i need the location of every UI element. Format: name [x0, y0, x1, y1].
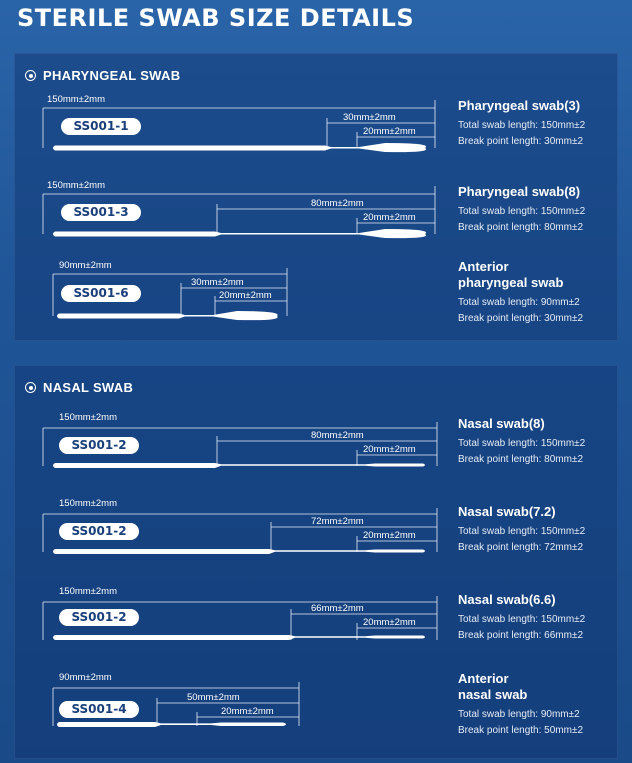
break-length-label: 66mm±2mm: [311, 603, 364, 614]
total-length-text: Total swab length: 90mm±2: [458, 709, 580, 720]
total-length-text: Total swab length: 150mm±2: [458, 120, 586, 131]
tip-length-label: 20mm±2mm: [221, 706, 274, 717]
swab-info: [458, 592, 585, 644]
swab-info: [458, 671, 583, 739]
total-length-label: 150mm±2mm: [59, 586, 118, 597]
swab-name: Nasal swab(7.2): [458, 504, 556, 519]
break-length-label: 30mm±2mm: [191, 277, 244, 288]
model-code-badge: SS001-2: [59, 523, 139, 540]
pharyngeal-panel: [14, 53, 618, 341]
tip-length-label: 20mm±2mm: [363, 617, 416, 628]
tip-length-label: 20mm±2mm: [219, 290, 272, 301]
swab-name: Pharyngeal swab(8): [458, 184, 581, 199]
nasal-panel: [14, 365, 618, 759]
model-code-badge: SS001-2: [59, 609, 139, 626]
swab-name: Pharyngeal swab(3): [458, 98, 581, 113]
break-length-text: Break point length: 30mm±2: [458, 136, 583, 147]
total-length-text: Total swab length: 90mm±2: [458, 297, 580, 308]
total-length-label: 150mm±2mm: [59, 412, 118, 423]
section-title: NASAL SWAB: [43, 380, 134, 395]
break-length-text: Break point length: 50mm±2: [458, 725, 583, 736]
swab-name: Anterior: [458, 259, 509, 274]
swab-row: [15, 492, 617, 574]
swab-name: Nasal swab(8): [458, 416, 545, 431]
total-length-label: 150mm±2mm: [47, 94, 106, 105]
page-title: STERILE SWAB SIZE DETAILS: [17, 4, 415, 32]
swab-info: [458, 98, 585, 150]
total-length-text: Total swab length: 150mm±2: [458, 526, 586, 537]
total-length-label: 90mm±2mm: [59, 672, 112, 683]
swab-shape: [53, 143, 426, 152]
swab-info: [458, 416, 585, 468]
swab-shape: [57, 311, 278, 320]
model-code-badge: SS001-3: [61, 204, 141, 221]
swab-row: [15, 176, 617, 256]
swab-shape: [53, 549, 425, 554]
total-length-label: 150mm±2mm: [47, 180, 106, 191]
swab-shape: [53, 229, 426, 238]
tip-length-label: 20mm±2mm: [363, 126, 416, 137]
target-icon: [25, 70, 36, 81]
tip-length-label: 20mm±2mm: [363, 444, 416, 455]
swab-shape: [53, 463, 425, 468]
pharyngeal-section-header: [25, 68, 180, 83]
swab-row: [15, 406, 617, 488]
break-length-label: 80mm±2mm: [311, 430, 364, 441]
swab-name-line2: nasal swab: [458, 687, 528, 702]
model-code-badge: SS001-2: [59, 437, 139, 454]
nasal-section-header: [25, 380, 133, 395]
tip-length-label: 20mm±2mm: [363, 212, 416, 223]
break-length-text: Break point length: 66mm±2: [458, 630, 583, 641]
swab-info: [458, 504, 585, 556]
total-length-label: 150mm±2mm: [59, 498, 118, 509]
total-length-text: Total swab length: 150mm±2: [458, 438, 586, 449]
model-code-badge: SS001-1: [61, 118, 141, 135]
break-length-text: Break point length: 80mm±2: [458, 454, 583, 465]
total-length-text: Total swab length: 150mm±2: [458, 614, 586, 625]
swab-shape: [57, 722, 286, 727]
break-length-label: 50mm±2mm: [187, 692, 240, 703]
swab-name: Anterior: [458, 671, 509, 686]
break-length-text: Break point length: 80mm±2: [458, 222, 583, 233]
swab-info: [458, 184, 585, 236]
swab-row: [15, 580, 617, 662]
swab-row: [15, 666, 617, 756]
swab-row: [15, 90, 617, 170]
break-length-label: 72mm±2mm: [311, 516, 364, 527]
break-length-text: Break point length: 72mm±2: [458, 542, 583, 553]
swab-info: [458, 259, 583, 327]
swab-row: [15, 258, 617, 338]
model-code-badge: SS001-6: [61, 285, 141, 302]
break-length-label: 30mm±2mm: [343, 112, 396, 123]
section-title: PHARYNGEAL SWAB: [43, 68, 181, 83]
swab-shape: [53, 635, 425, 640]
target-icon: [25, 382, 36, 393]
swab-name-line2: pharyngeal swab: [458, 275, 564, 290]
total-length-text: Total swab length: 150mm±2: [458, 206, 586, 217]
swab-name: Nasal swab(6.6): [458, 592, 556, 607]
break-length-text: Break point length: 30mm±2: [458, 313, 583, 324]
break-length-label: 80mm±2mm: [311, 198, 364, 209]
total-length-label: 90mm±2mm: [59, 260, 112, 271]
model-code-badge: SS001-4: [59, 701, 139, 718]
tip-length-label: 20mm±2mm: [363, 530, 416, 541]
